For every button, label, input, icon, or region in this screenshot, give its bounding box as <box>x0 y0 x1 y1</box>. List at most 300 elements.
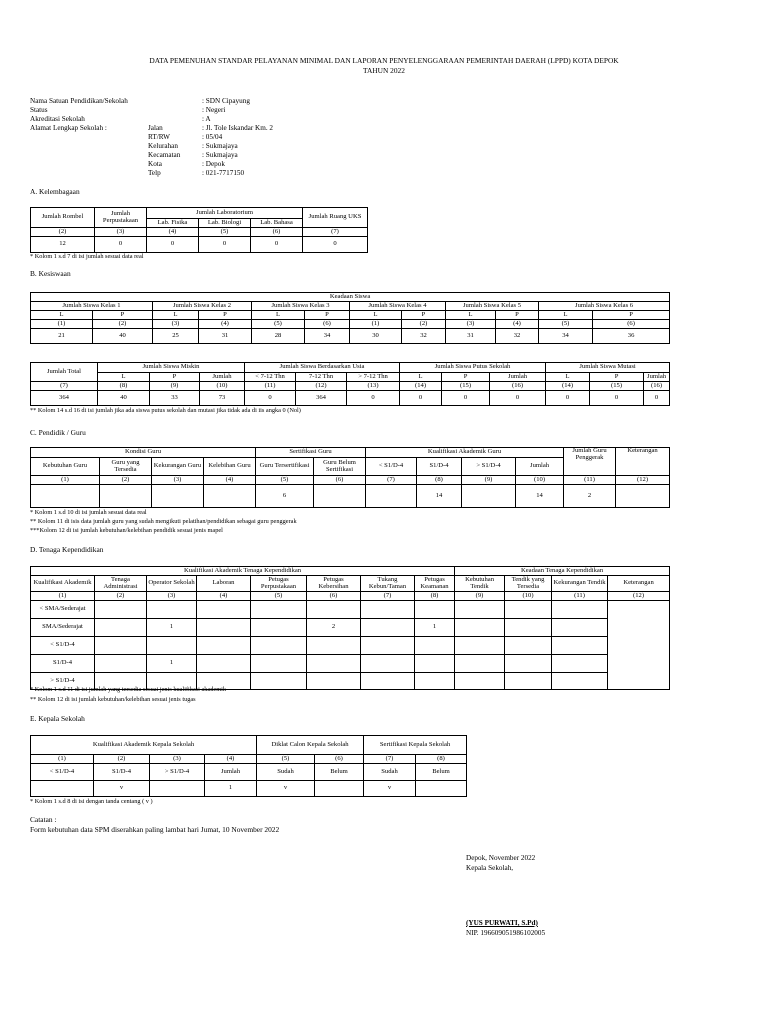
value-cell: 0 <box>546 391 590 406</box>
kualifikasi-akademik-header: Kualifikasi Akademik <box>31 576 95 592</box>
usia-under: < 7-12 Thn <box>245 373 296 382</box>
value-cell <box>505 619 552 637</box>
value-cell: 6 <box>256 485 314 508</box>
value-cell <box>251 655 307 673</box>
kelurahan-value: : Sukmajaya <box>202 142 238 150</box>
section-d-heading: D. Tenaga Kependidikan <box>30 545 104 554</box>
head-lab-fisika: Lab. Fisika <box>147 219 199 228</box>
value-cell <box>505 601 552 619</box>
col-num: (7) <box>361 592 415 601</box>
col-num: (16) <box>644 382 670 391</box>
value-cell: 21 <box>31 329 93 344</box>
value-cell <box>455 637 505 655</box>
usia-range: 7-12 Thn <box>296 373 347 382</box>
value-cell <box>552 601 608 619</box>
value-cell <box>147 601 197 619</box>
gender-l: L <box>400 373 442 382</box>
table-row <box>31 619 670 637</box>
status-value: : Negeri <box>202 106 226 114</box>
value-cell: 364 <box>31 391 98 406</box>
gender-p: P <box>150 373 200 382</box>
col-num: (8) <box>417 476 462 485</box>
head-uks: Jumlah Ruang UKS <box>303 208 368 228</box>
col-num: (12) <box>296 382 347 391</box>
table-row <box>31 637 670 655</box>
akreditasi-value: : A <box>202 115 211 123</box>
section-c-note-3: ***Kolom 12 di isi jumlah kebutuhan/kelebihan pendidik sesuai jenis mapel <box>30 527 223 534</box>
row-label: S1/D-4 <box>31 655 95 673</box>
table-keadaan-siswa <box>30 292 670 344</box>
col-num: (2) <box>93 320 153 329</box>
value-cell <box>100 485 152 508</box>
keterangan-cell <box>608 601 670 690</box>
status-label: Status <box>30 106 48 114</box>
value-cell <box>251 637 307 655</box>
value-cell <box>31 781 94 797</box>
value-cell: 40 <box>93 329 153 344</box>
jumlah-header: Jumlah <box>490 373 546 382</box>
gender-p: P <box>402 311 446 320</box>
nama-value: : SDN Cipayung <box>202 97 250 105</box>
section-c-heading: C. Pendidik / Guru <box>30 428 86 437</box>
value-cell <box>552 637 608 655</box>
kekurangan-tendik-header: Kekurangan Tendik <box>552 576 608 592</box>
kualifikasi-under-header: < S1/D-4 <box>366 458 417 476</box>
col-num: (8) <box>415 592 455 601</box>
col-num: (9) <box>150 382 200 391</box>
operator-sekolah-header: Operator Sekolah <box>147 576 197 592</box>
section-c-note-2: ** Kolom 11 di isis data jumlah guru yang sudah mengikuti pelatihan/pendidikan sebagai guru penggerak <box>30 518 297 525</box>
tukang-kebun-header: Tukang Kebun/Taman <box>361 576 415 592</box>
signature-place-date: Depok, November 2022 <box>466 854 536 862</box>
tenaga-administrasi-header: Tenaga Administrasi <box>95 576 147 592</box>
sertifikasi-guru-header: Sertifikasi Guru <box>256 448 366 458</box>
value-cell <box>616 485 670 508</box>
value-cell: 0 <box>400 391 442 406</box>
catatan-label: Catatan : <box>30 815 57 824</box>
col-num: (8) <box>416 755 467 764</box>
section-a-note: * Kolom 1 s.d 7 di isi jumlah sesuai data real <box>30 253 144 260</box>
siswa-putus-header: Jumlah Siswa Putus Sekolah <box>400 363 546 373</box>
section-e-heading: E. Kepala Sekolah <box>30 714 85 723</box>
gender-p: P <box>496 311 539 320</box>
petugas-kebersihan-header: Petugas Kebersihan <box>307 576 361 592</box>
jumlah-header: Jumlah <box>644 373 670 382</box>
value-cell <box>95 655 147 673</box>
kebutuhan-tendik-header: Kebutuhan Tendik <box>455 576 505 592</box>
sertifikasi-kepsek-header: Sertifikasi Kepala Sekolah <box>364 736 467 755</box>
gender-p: P <box>305 311 350 320</box>
alamat-label: Alamat Lengkap Sekolah : <box>30 124 107 132</box>
guru-tersertifikasi-header: Guru Tersertifikasi <box>256 458 314 476</box>
guru-belum-sertifikasi-header: Guru Belum Sertifikasi <box>314 458 366 476</box>
col-num: (10) <box>516 476 564 485</box>
sub-header: S1/D-4 <box>94 764 150 781</box>
head-laboratorium: Jumlah Laboratorium <box>147 208 303 219</box>
col-num: (1) <box>350 320 402 329</box>
value-cell: 2 <box>564 485 616 508</box>
col-num: (13) <box>347 382 400 391</box>
col-num: (4) <box>147 228 199 237</box>
col-num: (5) <box>199 228 251 237</box>
col-num: (3) <box>147 592 197 601</box>
row-label: > S1/D-4 <box>31 673 95 690</box>
value-cell <box>197 655 251 673</box>
col-num: (7) <box>364 755 416 764</box>
siswa-mutasi-header: Jumlah Siswa Mutasi <box>546 363 670 373</box>
value-cell <box>197 601 251 619</box>
value-cell: 40 <box>98 391 150 406</box>
petugas-keamanan-header: Petugas Keamanan <box>415 576 455 592</box>
signature-name: (YUS PURWATI, S.Pd) <box>466 919 538 927</box>
keterangan-header: Keterangan <box>616 448 670 476</box>
value-cell: 14 <box>516 485 564 508</box>
value-cell: 0 <box>199 237 251 253</box>
col-num: (6) <box>251 228 303 237</box>
value-cell <box>552 673 608 690</box>
kota-value: : Depok <box>202 160 225 168</box>
value-cell <box>361 637 415 655</box>
nama-label: Nama Satuan Pendidikan/Sekolah <box>30 97 128 105</box>
jumlah-header: Jumlah <box>200 373 245 382</box>
sub-header: Jumlah <box>205 764 257 781</box>
usia-over: > 7-12 Thn <box>347 373 400 382</box>
keadaan-tendik-header: Keadaan Tenaga Kependidikan <box>455 567 670 576</box>
kekurangan-guru-header: Kekurangan Guru <box>152 458 204 476</box>
col-num: (5) <box>251 592 307 601</box>
col-num: (12) <box>616 476 670 485</box>
akreditasi-label: Akreditasi Sekolah <box>30 115 85 123</box>
value-cell: 1 <box>147 655 197 673</box>
value-cell <box>415 637 455 655</box>
rtrw-label: RT/RW <box>148 133 170 141</box>
kebutuhan-guru-header: Kebutuhan Guru <box>31 458 100 476</box>
value-cell <box>552 619 608 637</box>
siswa-miskin-header: Jumlah Siswa Miskin <box>98 363 245 373</box>
head-lab-bahasa: Lab. Bahasa <box>251 219 303 228</box>
kelas-4-header: Jumlah Siswa Kelas 4 <box>350 302 446 311</box>
value-cell: v <box>94 781 150 797</box>
col-num: (8) <box>98 382 150 391</box>
telp-value: : 021-7717150 <box>202 169 245 177</box>
value-cell: 0 <box>442 391 490 406</box>
value-cell <box>361 601 415 619</box>
section-b-note: ** Kolom 14 s.d 16 di isi jumlah jika ada siswa putus sekolah dan mutasi jika tidak ada di iis angka 0 (Nol) <box>30 407 301 414</box>
value-cell <box>455 619 505 637</box>
sub-header: Sudah <box>364 764 416 781</box>
kualifikasi-guru-header: Kualifikasi Akademik Guru <box>366 448 564 458</box>
value-cell <box>415 601 455 619</box>
telp-label: Telp <box>148 169 161 177</box>
siswa-usia-header: Jumlah Siswa Berdasarkan Usia <box>245 363 400 373</box>
value-cell: 31 <box>446 329 496 344</box>
col-num: (5) <box>252 320 305 329</box>
col-num: (5) <box>256 476 314 485</box>
value-cell: v <box>364 781 416 797</box>
col-num: (7) <box>303 228 368 237</box>
sub-header: > S1/D-4 <box>150 764 205 781</box>
signature-role: Kepala Sekolah, <box>466 864 514 872</box>
col-num: (11) <box>552 592 608 601</box>
col-num: (6) <box>307 592 361 601</box>
col-num: (9) <box>455 592 505 601</box>
table-pendidik <box>30 447 670 508</box>
value-cell <box>314 485 366 508</box>
value-cell <box>251 673 307 690</box>
value-cell: 0 <box>347 391 400 406</box>
catatan-text: Form kebutuhan data SPM diserahkan paling lambat hari Jumat, 10 November 2022 <box>30 825 280 834</box>
value-cell <box>251 601 307 619</box>
col-num: (7) <box>31 382 98 391</box>
col-num: (4) <box>197 592 251 601</box>
value-cell <box>150 781 205 797</box>
value-cell: 36 <box>593 329 670 344</box>
value-cell: 1 <box>415 619 455 637</box>
gender-p: P <box>593 311 670 320</box>
row-label: SMA/Sederajat <box>31 619 95 637</box>
kecamatan-label: Kecamatan <box>148 151 181 159</box>
value-cell <box>416 781 467 797</box>
value-cell <box>147 637 197 655</box>
col-num: (16) <box>490 382 546 391</box>
value-cell: 14 <box>417 485 462 508</box>
sub-header: Sudah <box>257 764 315 781</box>
value-cell <box>415 655 455 673</box>
value-cell: 0 <box>590 391 644 406</box>
col-num: (15) <box>590 382 644 391</box>
col-num: (4) <box>496 320 539 329</box>
col-num: (2) <box>402 320 446 329</box>
sub-header: Belum <box>315 764 364 781</box>
value-cell: 0 <box>95 237 147 253</box>
col-num: (4) <box>199 320 252 329</box>
guru-tersedia-header: Guru yang Tersedia <box>100 458 152 476</box>
gender-l: L <box>98 373 150 382</box>
col-num: (2) <box>31 228 95 237</box>
value-cell: 32 <box>402 329 446 344</box>
col-num: (6) <box>305 320 350 329</box>
gender-l: L <box>539 311 593 320</box>
col-num: (10) <box>200 382 245 391</box>
table-siswa-detail <box>30 362 670 406</box>
section-d-note-2: ** Kolom 12 di isi jumlah kebutuhan/kelebihan sesuai jenis tugas <box>30 696 196 703</box>
value-cell: 0 <box>147 237 199 253</box>
gender-p: P <box>93 311 153 320</box>
kualifikasi-tendik-header: Kualifikasi Akademik Tenaga Kependidikan <box>31 567 455 576</box>
section-c-note-1: * Kolom 1 s.d 10 di isi jumlah sesuai data real <box>30 509 147 516</box>
value-cell: 0 <box>245 391 296 406</box>
value-cell <box>455 655 505 673</box>
value-cell: 12 <box>31 237 95 253</box>
sub-header: < S1/D-4 <box>31 764 94 781</box>
value-cell: 32 <box>496 329 539 344</box>
col-num: (1) <box>31 476 100 485</box>
row-label: < SMA/Sederajat <box>31 601 95 619</box>
value-cell <box>361 655 415 673</box>
value-cell <box>366 485 417 508</box>
value-cell: 1 <box>147 619 197 637</box>
kualifikasi-kepsek-header: Kualifikasi Akademik Kepala Sekolah <box>31 736 257 755</box>
col-num: (15) <box>442 382 490 391</box>
col-num: (1) <box>31 755 94 764</box>
value-cell <box>462 485 516 508</box>
tendik-tersedia-header: Tendik yang Tersedia <box>505 576 552 592</box>
kecamatan-value: : Sukmajaya <box>202 151 238 159</box>
value-cell <box>361 673 415 690</box>
jumlah-total-header: Jumlah Total <box>31 363 98 382</box>
section-e-note: * Kolom 1 s.d 8 di isi dengan tanda centang ( v ) <box>30 798 153 805</box>
value-cell <box>95 601 147 619</box>
col-num: (3) <box>152 476 204 485</box>
col-num: (3) <box>153 320 199 329</box>
kelas-5-header: Jumlah Siswa Kelas 5 <box>446 302 539 311</box>
col-num: (1) <box>31 320 93 329</box>
value-cell: 34 <box>305 329 350 344</box>
keadaan-siswa-header: Keadaan Siswa <box>31 293 670 302</box>
value-cell: 33 <box>150 391 200 406</box>
value-cell <box>197 619 251 637</box>
col-num: (11) <box>564 476 616 485</box>
kota-label: Kota <box>148 160 162 168</box>
col-num: (14) <box>400 382 442 391</box>
col-num: (5) <box>539 320 593 329</box>
kelebihan-guru-header: Kelebihan Guru <box>204 458 256 476</box>
petugas-perpustakaan-header: Petugas Perpustakaan <box>251 576 307 592</box>
value-cell: 0 <box>490 391 546 406</box>
jumlah-header: Jumlah <box>516 458 564 476</box>
gender-p: P <box>199 311 252 320</box>
col-num: (4) <box>205 755 257 764</box>
diklat-kepsek-header: Diklat Calon Kepala Sekolah <box>257 736 364 755</box>
table-row <box>31 655 670 673</box>
col-num: (3) <box>446 320 496 329</box>
value-cell <box>361 619 415 637</box>
col-num: (4) <box>204 476 256 485</box>
table-row <box>31 601 670 619</box>
col-num: (3) <box>95 228 147 237</box>
kelas-2-header: Jumlah Siswa Kelas 2 <box>153 302 252 311</box>
gender-p: P <box>590 373 644 382</box>
col-num: (2) <box>100 476 152 485</box>
value-cell <box>307 673 361 690</box>
col-num: (11) <box>245 382 296 391</box>
row-label: < S1/D-4 <box>31 637 95 655</box>
signature-nip: NIP. 196609051986102005 <box>466 929 546 937</box>
laboran-header: Laboran <box>197 576 251 592</box>
value-cell <box>552 655 608 673</box>
value-cell: 28 <box>252 329 305 344</box>
value-cell <box>505 655 552 673</box>
value-cell <box>152 485 204 508</box>
col-num: (12) <box>608 592 670 601</box>
col-num: (1) <box>31 592 95 601</box>
value-cell <box>455 673 505 690</box>
section-d-note-1: * Kolom 1 s.d 11 di isi jumlah yang tersedia sesuai jenis kualifikasi akademik <box>30 686 226 693</box>
value-cell: 73 <box>200 391 245 406</box>
value-cell: 25 <box>153 329 199 344</box>
table-tenaga-kependidikan <box>30 566 670 690</box>
col-num: (3) <box>150 755 205 764</box>
col-num: (14) <box>546 382 590 391</box>
col-num: (2) <box>94 755 150 764</box>
value-cell <box>315 781 364 797</box>
value-cell <box>307 637 361 655</box>
keterangan-header: Keterangan <box>608 576 670 592</box>
value-cell: 0 <box>251 237 303 253</box>
gender-l: L <box>252 311 305 320</box>
head-lab-biologi: Lab. Biologi <box>199 219 251 228</box>
section-b-heading: B. Kesiswaan <box>30 269 71 278</box>
value-cell <box>505 673 552 690</box>
value-cell: 34 <box>539 329 593 344</box>
jalan-label: Jalan <box>148 124 163 132</box>
section-a-heading: A. Kelembagaan <box>30 187 80 196</box>
value-cell: 31 <box>199 329 252 344</box>
col-num: (9) <box>462 476 516 485</box>
value-cell <box>197 637 251 655</box>
value-cell: 1 <box>205 781 257 797</box>
col-num: (6) <box>593 320 670 329</box>
rtrw-value: : 05/04 <box>202 133 223 141</box>
gender-l: L <box>446 311 496 320</box>
gender-l: L <box>350 311 402 320</box>
table-kepala-sekolah <box>30 735 467 797</box>
kelas-3-header: Jumlah Siswa Kelas 3 <box>252 302 350 311</box>
col-num: (2) <box>95 592 147 601</box>
value-cell <box>307 601 361 619</box>
value-cell: 364 <box>296 391 347 406</box>
value-cell: 0 <box>303 237 368 253</box>
head-perpustakaan: Jumlah Perpustakaan <box>95 208 147 228</box>
gender-p: P <box>442 373 490 382</box>
kelurahan-label: Kelurahan <box>148 142 178 150</box>
value-cell <box>95 619 147 637</box>
col-num: (10) <box>505 592 552 601</box>
gender-l: L <box>546 373 590 382</box>
col-num: (6) <box>314 476 366 485</box>
value-cell: 2 <box>307 619 361 637</box>
value-cell <box>455 601 505 619</box>
doc-year: TAHUN 2022 <box>363 66 405 75</box>
kualifikasi-s1-header: S1/D-4 <box>417 458 462 476</box>
kualifikasi-over-header: > S1/D-4 <box>462 458 516 476</box>
kelas-6-header: Jumlah Siswa Kelas 6 <box>539 302 670 311</box>
value-cell <box>31 485 100 508</box>
jalan-value: : Jl. Tole Iskandar Km. 2 <box>202 124 274 132</box>
value-cell <box>307 655 361 673</box>
kelas-1-header: Jumlah Siswa Kelas 1 <box>31 302 153 311</box>
value-cell <box>95 637 147 655</box>
kondisi-guru-header: Kondisi Guru <box>31 448 256 458</box>
col-num: (5) <box>257 755 315 764</box>
value-cell: 30 <box>350 329 402 344</box>
gender-l: L <box>153 311 199 320</box>
gender-l: L <box>31 311 93 320</box>
sub-header: Belum <box>416 764 467 781</box>
value-cell <box>251 619 307 637</box>
col-num: (7) <box>366 476 417 485</box>
value-cell <box>415 673 455 690</box>
col-num: (6) <box>315 755 364 764</box>
doc-title: DATA PEMENUHAN STANDAR PELAYANAN MINIMAL DAN LAPORAN PENYELENGGARAAN PEMERINTAH DAERAH (LPPD) KOTA DEPOK <box>149 56 619 65</box>
guru-penggerak-header: Jumlah Guru Penggerak <box>564 448 616 476</box>
value-cell: 0 <box>644 391 670 406</box>
head-rombel: Jumlah Rombel <box>31 208 95 228</box>
value-cell: v <box>257 781 315 797</box>
table-kelembagaan <box>30 207 368 253</box>
value-cell <box>204 485 256 508</box>
value-cell <box>505 637 552 655</box>
